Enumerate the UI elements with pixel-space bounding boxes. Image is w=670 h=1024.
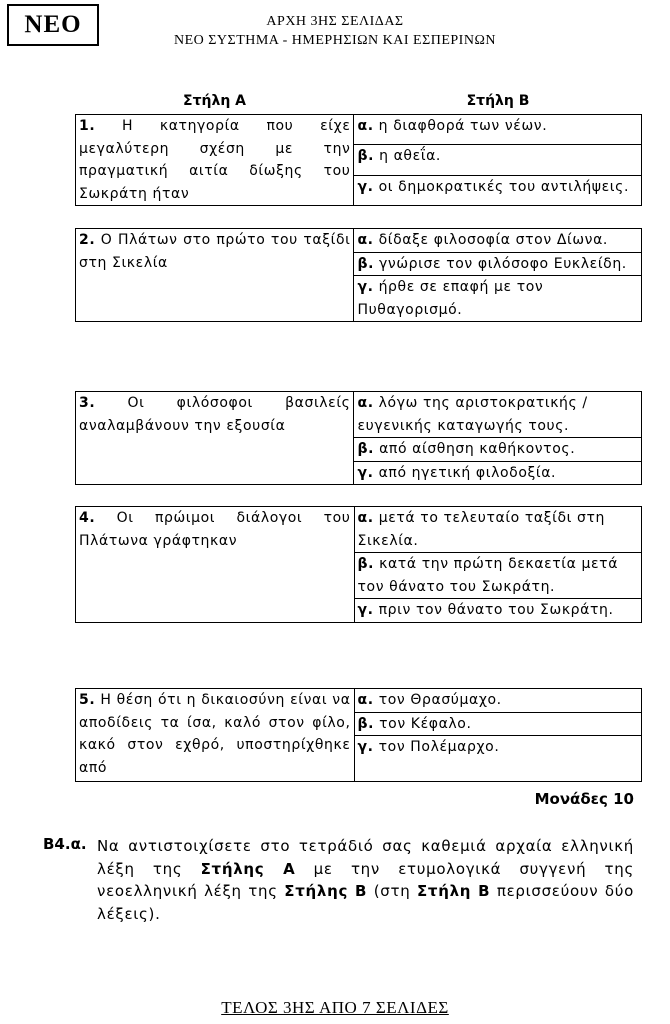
question-number: 3. — [79, 395, 96, 411]
question-5-option-b — [354, 712, 641, 736]
question-4-option-a — [354, 507, 641, 553]
exercise-instructions — [97, 835, 634, 925]
option-letter: α. — [357, 395, 374, 411]
page-start-header: ΑΡΧΗ 3ΗΣ ΣΕΛΙΔΑΣ — [266, 14, 404, 29]
option-text: γνώρισε τον φιλόσοφο Ευκλείδη. — [374, 255, 627, 272]
option-letter: γ. — [357, 279, 374, 295]
question-5-option-a — [354, 689, 641, 713]
question-number: 2. — [79, 232, 96, 248]
exercise-label: Β4.α. — [43, 835, 87, 853]
question-2-option-c — [354, 276, 642, 322]
question-1-option-c — [354, 175, 642, 205]
instruction-text: περισσεύουν δύο λέξεις). — [97, 882, 634, 923]
question-number: 5. — [79, 692, 96, 708]
question-4-option-b — [354, 553, 641, 599]
option-text: τον Πολέμαρχο. — [373, 739, 500, 755]
question-2-text — [76, 229, 354, 322]
instruction-text: Να αντιστοιχίσετε στο τετράδιό σας καθεμιά αρχαία ελληνική λέξη της — [97, 837, 634, 878]
question-3-text — [76, 392, 354, 485]
option-letter: β. — [357, 148, 375, 165]
option-letter: γ. — [357, 739, 374, 755]
option-text: δίδαξε φιλοσοφία στον Δίωνα. — [373, 232, 608, 248]
option-letter: β. — [357, 715, 375, 732]
option-letter: α. — [357, 118, 374, 134]
question-1-text — [76, 115, 354, 206]
question-2-option-b — [354, 252, 642, 276]
question-5-option-c — [354, 736, 641, 782]
option-letter: α. — [357, 510, 374, 526]
question-table-3 — [75, 391, 642, 485]
option-text: τον Θρασύμαχο. — [373, 692, 502, 708]
option-text: κατά την πρώτη δεκαετία μετά τον θάνατο του Σωκράτη. — [357, 556, 619, 595]
option-letter: γ. — [357, 602, 374, 618]
column-a-heading: Στήλη Α — [183, 93, 246, 109]
question-stem: Οι φιλόσοφοι βασιλείς αναλαμβάνουν την εξουσία — [79, 395, 351, 434]
option-text: από αίσθηση καθήκοντος. — [374, 441, 576, 457]
option-text: από ηγετική φιλοδοξία. — [373, 464, 557, 481]
instruction-text: με την ετυμολογικά συγγενή της νεοελληνική λέξη της — [97, 859, 634, 900]
option-letter: γ. — [357, 178, 374, 195]
column-b-heading: Στήλη Β — [466, 93, 530, 109]
question-table-2 — [75, 228, 642, 322]
option-text: μετά το τελευταίο ταξίδι στη Σικελία. — [357, 510, 606, 549]
question-stem: Οι πρώιμοι διάλογοι του Πλάτωνα γράφτηκαν — [79, 510, 351, 549]
question-3-option-c — [354, 461, 642, 485]
question-stem: Ο Πλάτων στο πρώτο του ταξίδι στη Σικελία — [79, 232, 351, 271]
instruction-emphasis: Στήλης Β — [284, 882, 368, 900]
page-end-footer: ΤΕΛΟΣ 3ΗΣ ΑΠΟ 7 ΣΕΛΙΔΕΣ — [221, 998, 449, 1017]
option-text: τον Κέφαλο. — [374, 715, 472, 732]
question-stem: Η θέση ότι η δικαιοσύνη είναι να αποδίδεις τα ίσα, καλό στον φίλο, κακό στον εχθρό, υποστηρίχθηκε από — [79, 692, 351, 776]
option-letter: α. — [357, 692, 374, 708]
option-text: λόγω της αριστοκρατικής / ευγενικής καταγωγής τους. — [357, 395, 588, 434]
question-table-5 — [75, 688, 642, 782]
option-letter: β. — [357, 255, 374, 272]
question-5-text — [76, 689, 355, 782]
option-text: η διαφθορά των νέων. — [373, 118, 548, 134]
instruction-emphasis: Στήλης Α — [200, 859, 296, 878]
question-3-option-a — [354, 392, 642, 438]
option-letter: β. — [357, 556, 375, 572]
option-letter: γ. — [357, 464, 374, 481]
question-1-option-a — [354, 115, 642, 145]
option-text: οι δημοκρατικές του αντιλήψεις. — [373, 178, 630, 195]
question-4-text — [76, 507, 355, 623]
system-subheader: ΝΕΟ ΣΥΣΤΗΜΑ - ΗΜΕΡΗΣΙΩΝ ΚΑΙ ΕΣΠΕΡΙΝΩΝ — [174, 33, 496, 48]
instruction-emphasis: Στήλη Β — [416, 882, 491, 900]
instruction-text: (στη — [367, 882, 417, 900]
neo-badge: ΝΕΟ — [7, 4, 99, 46]
question-3-option-b — [354, 438, 642, 462]
option-letter: β. — [357, 441, 375, 457]
question-table-1 — [75, 114, 642, 206]
question-4-option-c — [354, 599, 641, 623]
option-text: η αθεΐα. — [374, 148, 441, 165]
question-1-option-b — [354, 145, 642, 175]
option-letter: α. — [357, 232, 374, 248]
points-label: Μονάδες 10 — [534, 790, 634, 808]
question-number: 4. — [79, 510, 96, 526]
question-2-option-a — [354, 229, 642, 253]
question-number: 1. — [79, 118, 96, 134]
option-text: ήρθε σε επαφή με τον Πυθαγορισμό. — [357, 279, 544, 318]
question-table-4 — [75, 506, 642, 623]
option-text: πριν τον θάνατο του Σωκράτη. — [373, 602, 614, 618]
question-stem: Η κατηγορία που είχε μεγαλύτερη σχέση με την πραγματική αιτία δίωξης του Σωκράτη ήταν — [79, 118, 351, 202]
